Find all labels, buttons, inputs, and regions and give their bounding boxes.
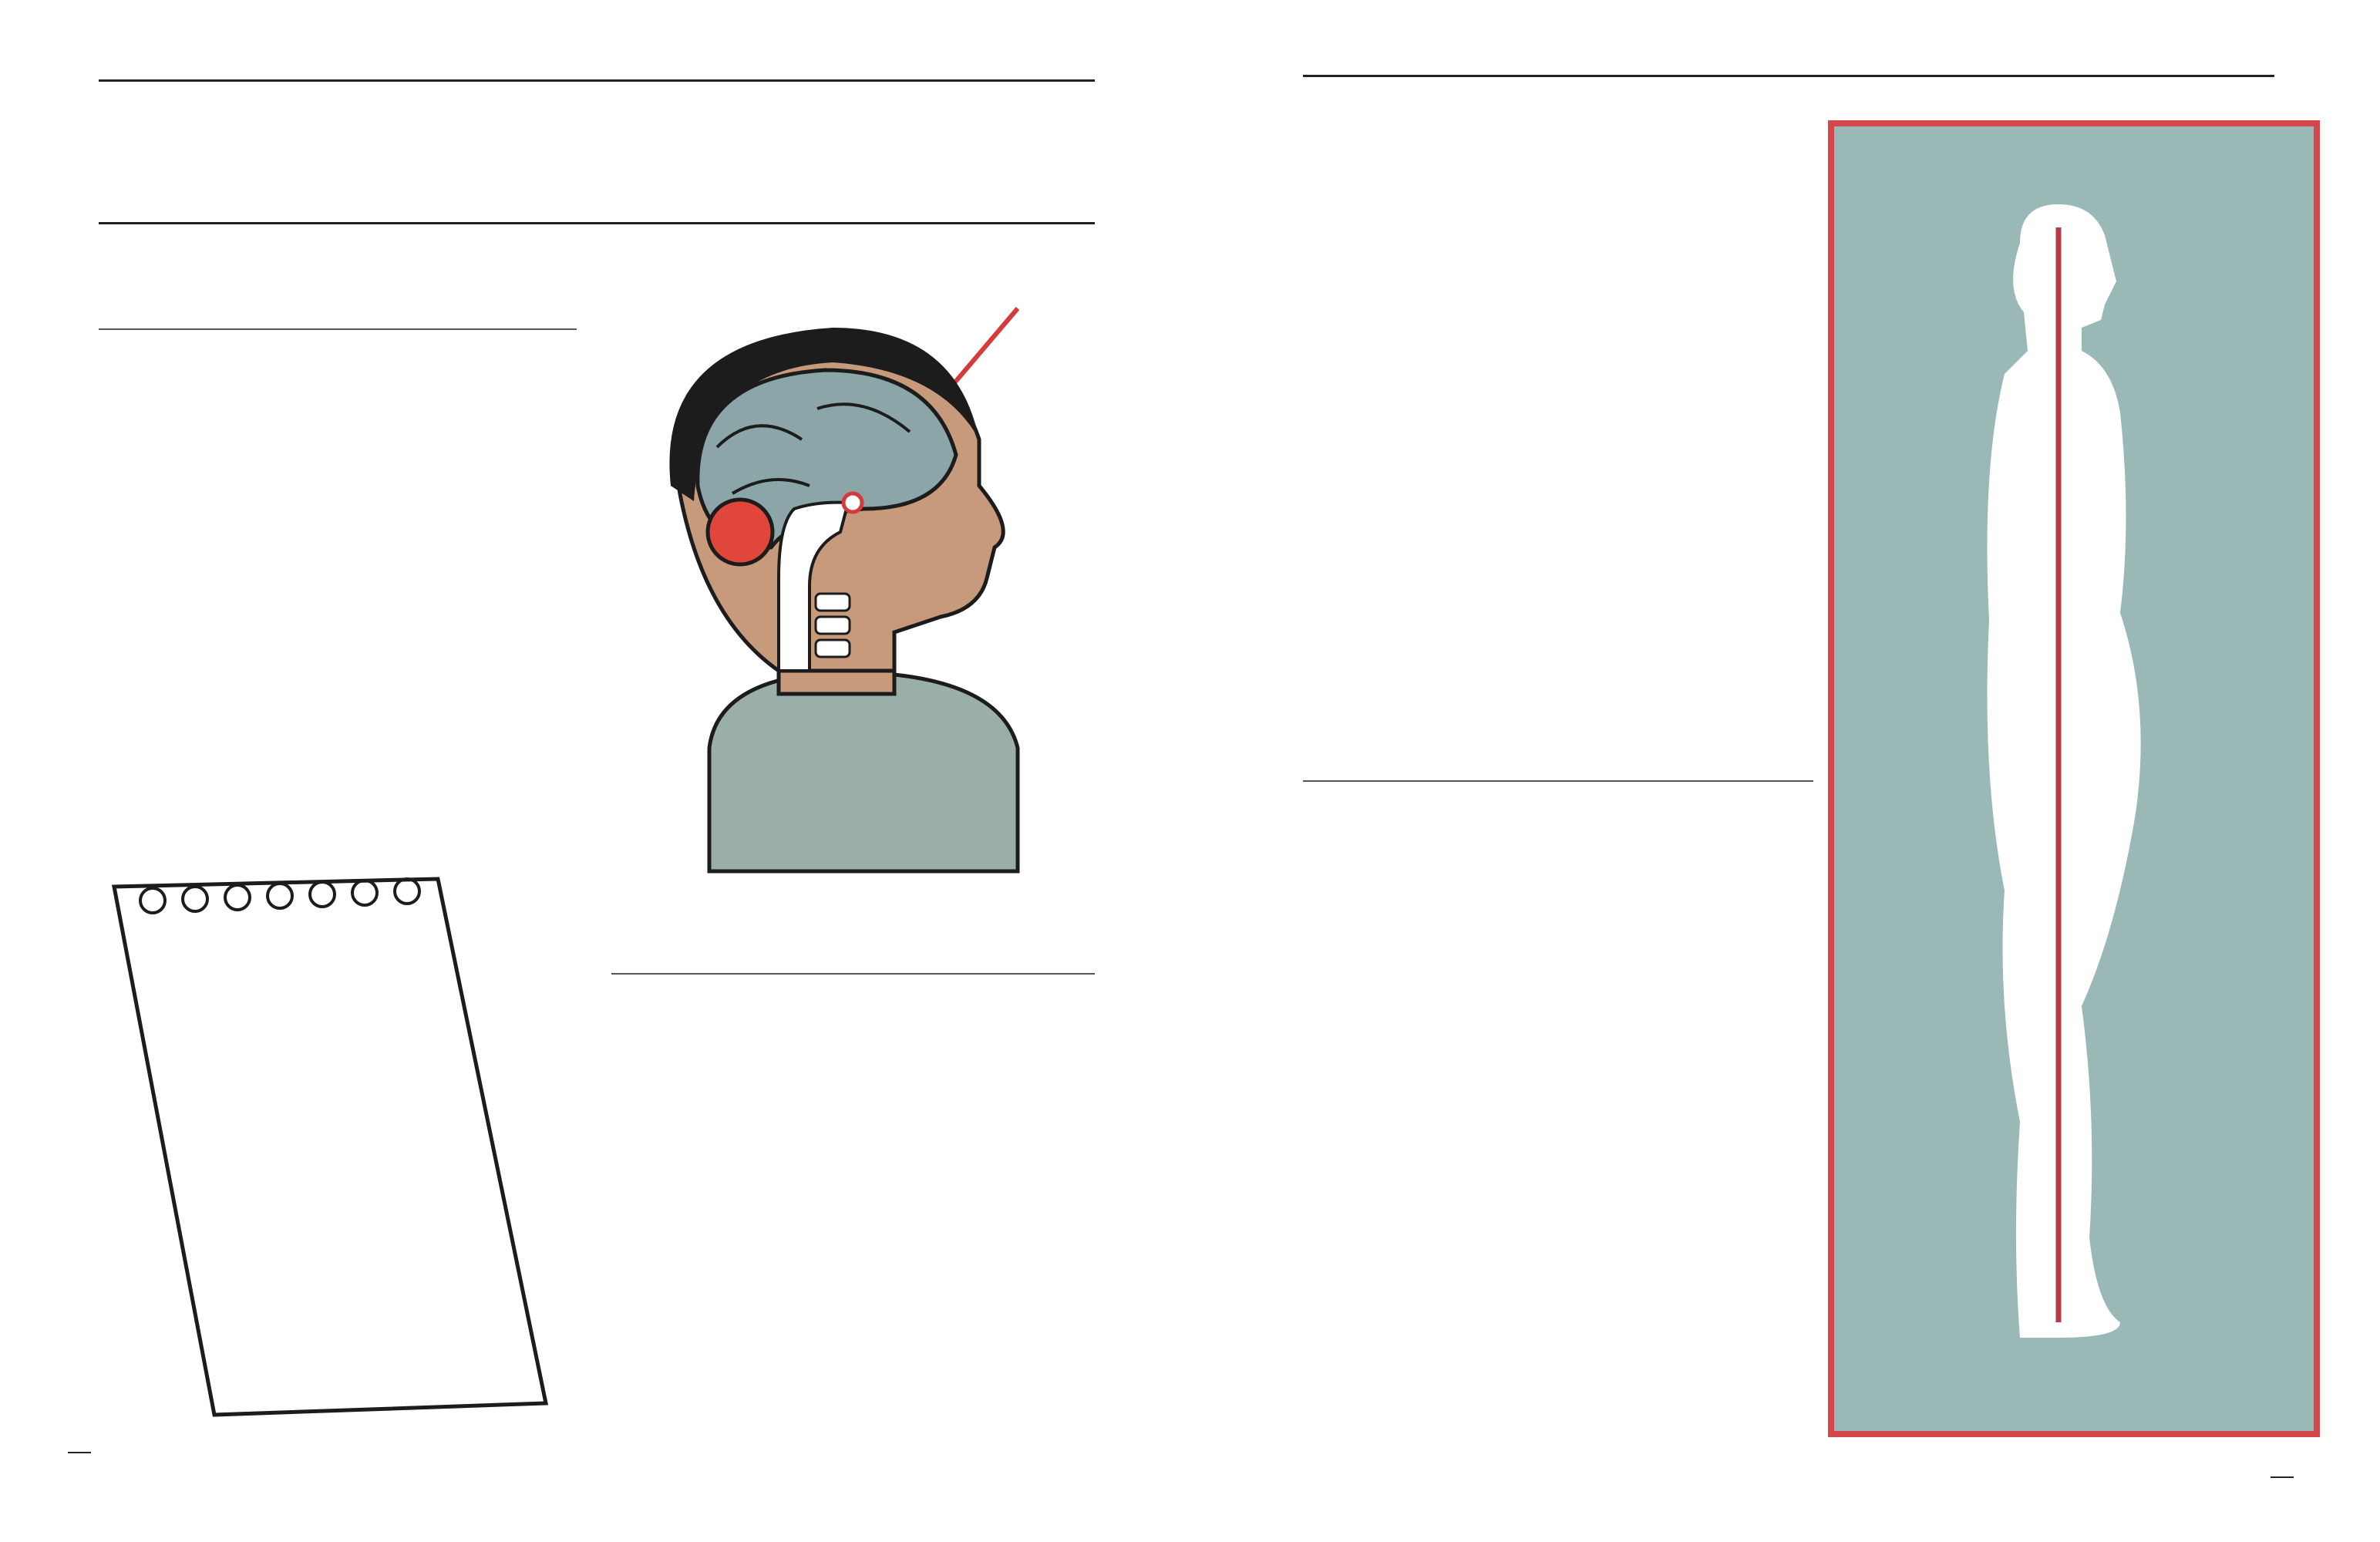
todo-illustration (99, 864, 561, 1419)
top-rule-right (1303, 75, 2274, 77)
section1-rule (99, 328, 577, 330)
top-rule-left (99, 79, 1095, 82)
title-rule (99, 222, 1095, 224)
thermometer-illustration (1827, 120, 2321, 1438)
section2-rule (611, 973, 1095, 975)
brain-illustration (617, 254, 1095, 887)
page-number-left (68, 1440, 91, 1463)
hypothalamus-dot (843, 493, 862, 512)
shirt (709, 675, 1018, 871)
vertebrae (816, 594, 850, 657)
todo-paper (114, 879, 546, 1415)
cerebellum (708, 500, 773, 564)
page-number-dash (68, 1452, 91, 1453)
page-number-right (2271, 1465, 2294, 1488)
page-number-dash (2271, 1476, 2294, 1478)
section3-rule (1303, 780, 1813, 782)
